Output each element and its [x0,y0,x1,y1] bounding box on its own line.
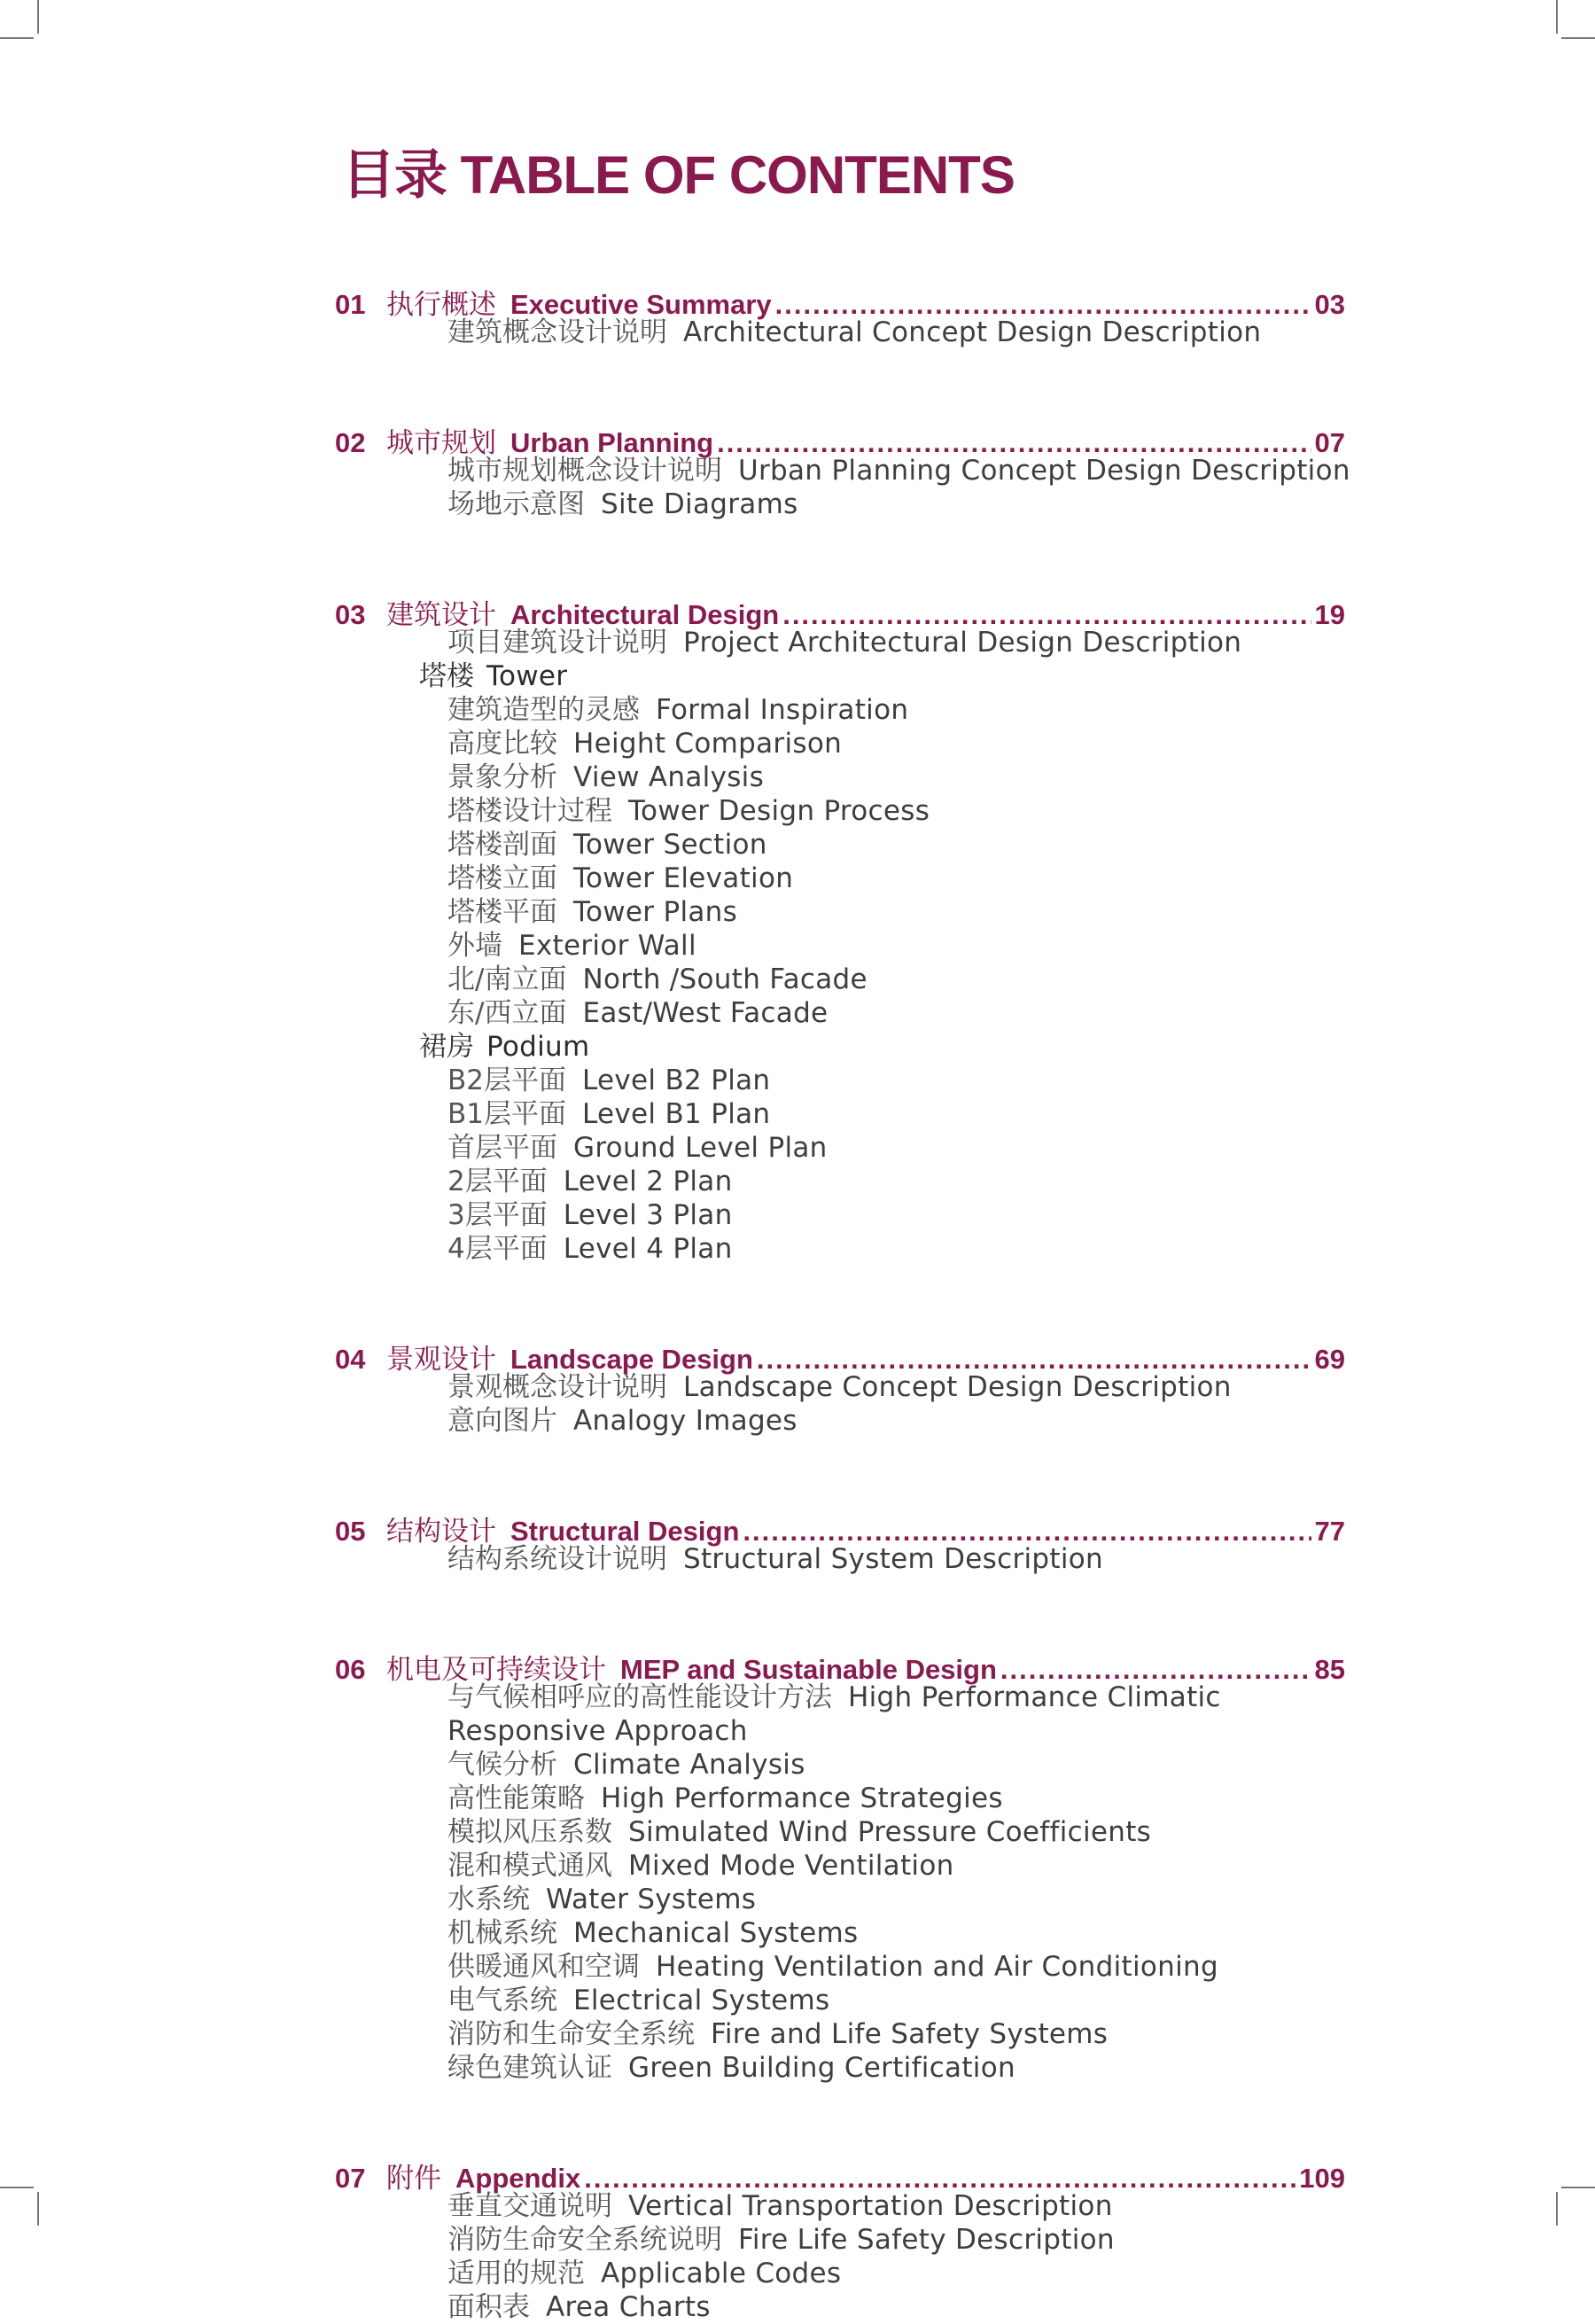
toc-item-zh: 面积表 [447,2291,530,2323]
section-title-zh: 建筑设计 [386,599,496,630]
toc-item[interactable] [335,1950,1345,1984]
toc-item-en: Responsive Approach [447,1715,748,1747]
section-title-en: MEP and Sustainable Design [620,1654,997,1685]
toc-item-en: Exterior Wall [518,930,696,962]
toc-item[interactable] [335,2017,1345,2051]
toc-item-en: Site Diagrams [601,488,798,520]
toc-item[interactable] [335,1849,1345,1883]
toc-item-list [335,454,1350,521]
toc-section-04 [335,1337,1345,1509]
toc-item-zh: 机械系统 [447,1917,557,1949]
toc-item-zh: 意向图片 [447,1405,557,1437]
crop-mark [1561,2187,1595,2188]
toc-section-02 [335,420,1350,592]
toc-item-zh: 景象分析 [447,761,557,793]
toc-item[interactable] [335,1883,1345,1916]
toc-item[interactable] [335,626,1345,659]
toc-item-en: Mechanical Systems [573,1917,859,1949]
toc-item-zh: B2层平面 [447,1065,566,1096]
toc-item-en: Heating Ventilation and Air Conditioning [656,1951,1218,1983]
section-title-zh: 机电及可持续设计 [386,1654,606,1685]
toc-item-zh: 适用的规范 [447,2258,585,2289]
crop-mark [37,2192,39,2226]
toc-item-zh: 垂直交通说明 [447,2190,612,2222]
toc-item-en: Water Systems [546,1883,757,1915]
toc-item-en: East/West Facade [582,997,829,1029]
toc-item[interactable] [335,895,1345,929]
toc-item-list [335,316,1345,349]
toc-item-zh: 电气系统 [447,1985,557,2016]
toc-item[interactable] [335,1232,1345,1266]
section-title-en: Urban Planning [510,427,714,458]
section-number: 01 [335,289,366,320]
toc-item[interactable] [335,693,1345,727]
toc-item-zh: 模拟风压系数 [447,1816,612,1848]
toc-section-heading[interactable] [335,1647,1345,1685]
toc-item-zh: 景观概念设计说明 [447,1371,667,1403]
crop-mark [1556,0,1558,34]
section-spacer [335,1438,1345,1509]
section-spacer [335,1576,1345,1647]
toc-section-heading[interactable] [335,282,1345,320]
toc-item-zh: 混和模式通风 [447,1850,612,1882]
section-spacer [335,349,1345,420]
toc-item-en: Electrical Systems [573,1985,830,2016]
toc-item[interactable] [335,1198,1345,1232]
toc-item[interactable] [335,1714,1345,1748]
toc-section-05 [335,1509,1345,1647]
toc-item-en: Project Architectural Design Description [683,627,1242,659]
toc-item-en: Fire and Life Safety Systems [711,2018,1109,2050]
toc-item-zh: 消防生命安全系统说明 [447,2224,722,2256]
toc-item-en: Vertical Transportation Description [628,2190,1113,2222]
toc-item-zh: 供暖通风和空调 [447,1951,640,1983]
toc-item-zh: 气候分析 [447,1749,557,1781]
toc-item[interactable] [335,2223,1345,2257]
toc-item-zh: 4层平面 [447,1233,548,1265]
toc-item-en: High Performance Strategies [601,1782,1003,1814]
section-spacer [335,1266,1345,1337]
toc-item-en: Level B2 Plan [582,1065,771,1096]
toc-item-zh: 塔楼 [419,660,474,692]
section-number: 04 [335,1344,366,1375]
toc-item-zh: 与气候相呼应的高性能设计方法 [447,1681,832,1713]
toc-item[interactable] [335,1815,1345,1849]
toc-item-zh: 裙房 [419,1031,474,1063]
toc-section-heading[interactable] [335,2156,1345,2194]
toc-item[interactable] [335,1370,1345,1404]
section-title-zh: 景观设计 [386,1344,496,1375]
toc-section-06 [335,1647,1345,2156]
toc-item[interactable] [335,727,1345,760]
section-title-zh: 附件 [386,2163,441,2194]
toc-item-zh: 结构系统设计说明 [447,1543,667,1575]
page-number: 19 [1314,599,1345,630]
toc-subheading[interactable] [335,1030,1345,1064]
toc-item-en: Green Building Certification [628,2052,1015,2084]
toc-item-en: Tower Elevation [573,862,794,894]
page-number: 03 [1314,289,1345,320]
toc-item-list [335,1370,1345,1438]
toc-item-zh: 绿色建筑认证 [447,2052,612,2084]
table-of-contents [335,282,1350,2324]
section-number: 07 [335,2163,366,2194]
section-title-en: Landscape Design [510,1344,753,1375]
toc-item-zh: 城市规划概念设计说明 [447,455,722,487]
toc-item-en: Tower Design Process [628,795,930,827]
page-title: 目录 TABLE OF CONTENTS [342,145,1015,205]
page-number: 69 [1314,1344,1345,1375]
section-title-en: Appendix [455,2163,581,2194]
toc-item[interactable] [335,1782,1345,1815]
toc-item-en: Architectural Concept Design Description [683,316,1262,348]
toc-item-zh: 东/西立面 [447,997,567,1029]
toc-item[interactable] [335,2051,1345,2085]
toc-item-en: Height Comparison [573,728,843,760]
toc-item-en: Structural System Description [683,1543,1103,1575]
toc-item-en: Podium [486,1031,590,1063]
toc-item[interactable] [335,760,1345,794]
toc-item-en: Level 3 Plan [563,1199,733,1231]
page-number: 85 [1314,1654,1345,1685]
toc-item[interactable] [335,794,1345,828]
toc-item-en: Level 2 Plan [563,1166,733,1197]
toc-item-en: Area Charts [546,2291,711,2323]
section-title-en: Structural Design [510,1516,740,1547]
toc-section-heading[interactable] [335,592,1345,630]
toc-item[interactable] [335,1681,1345,1714]
toc-item[interactable] [335,1916,1345,1950]
toc-item-zh: 建筑造型的灵感 [447,694,640,726]
toc-item-en: Climate Analysis [573,1749,805,1781]
toc-item-zh: 项目建筑设计说明 [447,627,667,659]
toc-item[interactable] [335,2257,1345,2290]
toc-item-zh: 消防和生命安全系统 [447,2018,695,2050]
toc-item[interactable] [335,1404,1345,1438]
toc-item[interactable] [335,828,1345,862]
toc-item[interactable] [335,454,1350,487]
crop-mark [1561,37,1595,39]
toc-item-zh: 场地示意图 [447,488,585,520]
section-number: 05 [335,1516,366,1547]
section-title-en: Architectural Design [510,599,780,630]
page-number: 109 [1299,2163,1345,2194]
toc-item-zh: 北/南立面 [447,963,567,995]
toc-section-07 [335,2156,1345,2324]
crop-mark [0,2187,34,2188]
toc-item[interactable] [335,316,1345,349]
toc-item-en: Tower Section [573,829,767,861]
toc-item[interactable] [335,1748,1345,1782]
toc-item-zh: 塔楼剖面 [447,829,557,861]
toc-item[interactable] [335,929,1345,963]
crop-mark [0,37,34,39]
section-spacer [335,521,1345,592]
toc-item[interactable] [335,2290,1345,2324]
toc-item[interactable] [335,963,1345,996]
toc-item-en: Level 4 Plan [563,1233,733,1265]
toc-item-en: Landscape Concept Design Description [683,1371,1232,1403]
section-number: 02 [335,427,366,458]
toc-item[interactable] [335,1131,1345,1165]
toc-item-en: North /South Facade [582,963,868,995]
page-number: 07 [1314,427,1345,458]
toc-item[interactable] [335,1097,1345,1131]
toc-item-zh: 3层平面 [447,1199,548,1231]
toc-item[interactable] [335,487,1345,521]
section-number: 03 [335,599,366,630]
toc-section-03 [335,592,1345,1337]
toc-item-en: High Performance Climatic [848,1681,1221,1713]
toc-item-en: Tower Plans [573,896,738,928]
page-number: 77 [1314,1516,1345,1547]
toc-item-en: Fire Life Safety Description [738,2224,1115,2256]
section-title-zh: 执行概述 [386,289,496,320]
toc-item[interactable] [335,1165,1345,1198]
crop-mark [1556,2192,1558,2226]
toc-item-en: Level B1 Plan [582,1098,771,1130]
toc-item-en: Formal Inspiration [656,694,909,726]
toc-section-01 [335,282,1345,420]
toc-item-zh: 首层平面 [447,1132,557,1164]
toc-item-en: Applicable Codes [601,2258,842,2289]
section-title-en: Executive Summary [510,289,772,320]
section-number: 06 [335,1654,366,1685]
section-spacer [335,2085,1345,2156]
toc-item-en: Mixed Mode Ventilation [628,1850,954,1882]
toc-item-zh: B1层平面 [447,1098,566,1130]
toc-item[interactable] [335,1064,1345,1097]
toc-item-zh: 塔楼立面 [447,862,557,894]
toc-subheading[interactable] [335,659,1345,693]
section-title-zh: 城市规划 [386,427,496,458]
toc-item-list [335,2189,1345,2324]
toc-item-en: Simulated Wind Pressure Coefficients [628,1816,1152,1848]
section-title-zh: 结构设计 [386,1516,496,1547]
toc-item-zh: 塔楼设计过程 [447,795,612,827]
crop-mark [37,0,39,34]
toc-item[interactable] [335,1984,1345,2017]
toc-section-heading[interactable] [335,420,1345,458]
toc-item-zh: 高性能策略 [447,1782,585,1814]
toc-item-en: Analogy Images [573,1405,798,1437]
toc-item-en: Ground Level Plan [573,1132,828,1164]
toc-item-en: Tower [486,660,568,692]
toc-section-heading[interactable] [335,1337,1345,1375]
toc-item-en: Urban Planning Concept Design Description [738,455,1350,487]
toc-item-zh: 塔楼平面 [447,896,557,928]
toc-item-list [335,1681,1345,2085]
toc-item-list [335,626,1345,1266]
toc-item-zh: 建筑概念设计说明 [447,316,667,348]
toc-item[interactable] [335,996,1345,1030]
toc-item-zh: 2层平面 [447,1166,548,1197]
toc-item-zh: 外墙 [447,930,502,962]
toc-item[interactable] [335,862,1345,895]
toc-section-heading[interactable] [335,1509,1345,1547]
toc-item-zh: 水系统 [447,1883,530,1915]
toc-item-zh: 高度比较 [447,728,557,760]
toc-item-en: View Analysis [573,761,765,793]
